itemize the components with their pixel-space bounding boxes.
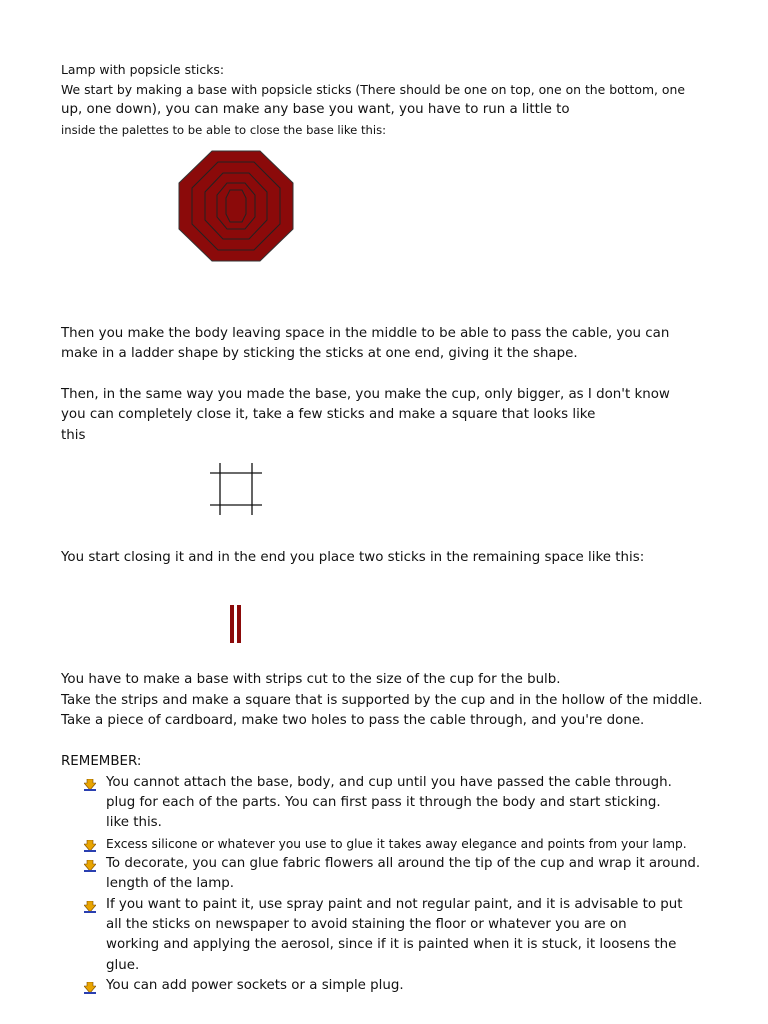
intro-line-3: inside the palettes to be able to close the base like this:	[61, 123, 387, 137]
bullet-arrow-icon	[84, 840, 96, 852]
base-para-line-3: Take a piece of cardboard, make two holes to pass the cable through, and you're done.	[61, 713, 645, 728]
remember-heading: REMEMBER:	[61, 754, 142, 769]
two-sticks-figure	[228, 604, 244, 644]
cup-para-line-3: this	[61, 428, 86, 443]
base-para-line-1: You have to make a base with strips cut to the size of the cup for the bulb.	[61, 672, 561, 687]
cup-para-line-2: you can completely close it, take a few sticks and make a square that looks like	[61, 407, 596, 422]
cup-para-line-1: Then, in the same way you made the base, you make the cup, only bigger, as I don't know	[61, 387, 670, 402]
remember-item-4-line-2: all the sticks on newspaper to avoid staining the floor or whatever you are on	[106, 917, 627, 932]
remember-item-2-line-1: Excess silicone or whatever you use to glue it takes away elegance and points from your lamp.	[106, 837, 687, 851]
base-para-line-2: Take the strips and make a square that is supported by the cup and in the hollow of the middle.	[61, 693, 703, 708]
body-para-line-1: Then you make the body leaving space in the middle to be able to pass the cable, you can	[61, 326, 670, 341]
bullet-arrow-icon	[84, 779, 96, 791]
remember-item-1-line-3: like this.	[106, 815, 162, 830]
remember-item-1-line-1: You cannot attach the base, body, and cup until you have passed the cable through.	[106, 775, 672, 790]
octagon-outer	[179, 151, 293, 261]
document-title: Lamp with popsicle sticks:	[61, 62, 224, 77]
stick-square-figure	[208, 461, 264, 517]
intro-line-1: We start by making a base with popsicle sticks (There should be one on top, one on the bottom, one	[61, 82, 685, 97]
intro-line-2: up, one down), you can make any base you want, you have to run a little to	[61, 102, 570, 117]
remember-item-4-line-1: If you want to paint it, use spray paint and not regular paint, and it is advisable to put	[106, 897, 683, 912]
bullet-arrow-icon	[84, 860, 96, 872]
remember-item-4-line-3: working and applying the aerosol, since if it is painted when it is stuck, it loosens the	[106, 937, 677, 952]
body-para-line-2: make in a ladder shape by sticking the sticks at one end, giving it the shape.	[61, 346, 578, 361]
remember-item-5-line-1: You can add power sockets or a simple plug.	[106, 978, 404, 993]
remember-item-1-line-2: plug for each of the parts. You can first pass it through the body and start sticking.	[106, 795, 661, 810]
octagon-base-figure	[178, 150, 294, 262]
bullet-arrow-icon	[84, 982, 96, 994]
remember-item-4-line-4: glue.	[106, 958, 140, 973]
bullet-arrow-icon	[84, 901, 96, 913]
remember-item-3-line-1: To decorate, you can glue fabric flowers all around the tip of the cup and wrap it around.	[106, 856, 701, 871]
remember-item-3-line-2: length of the lamp.	[106, 876, 235, 891]
close-para: You start closing it and in the end you place two sticks in the remaining space like this:	[61, 550, 645, 565]
